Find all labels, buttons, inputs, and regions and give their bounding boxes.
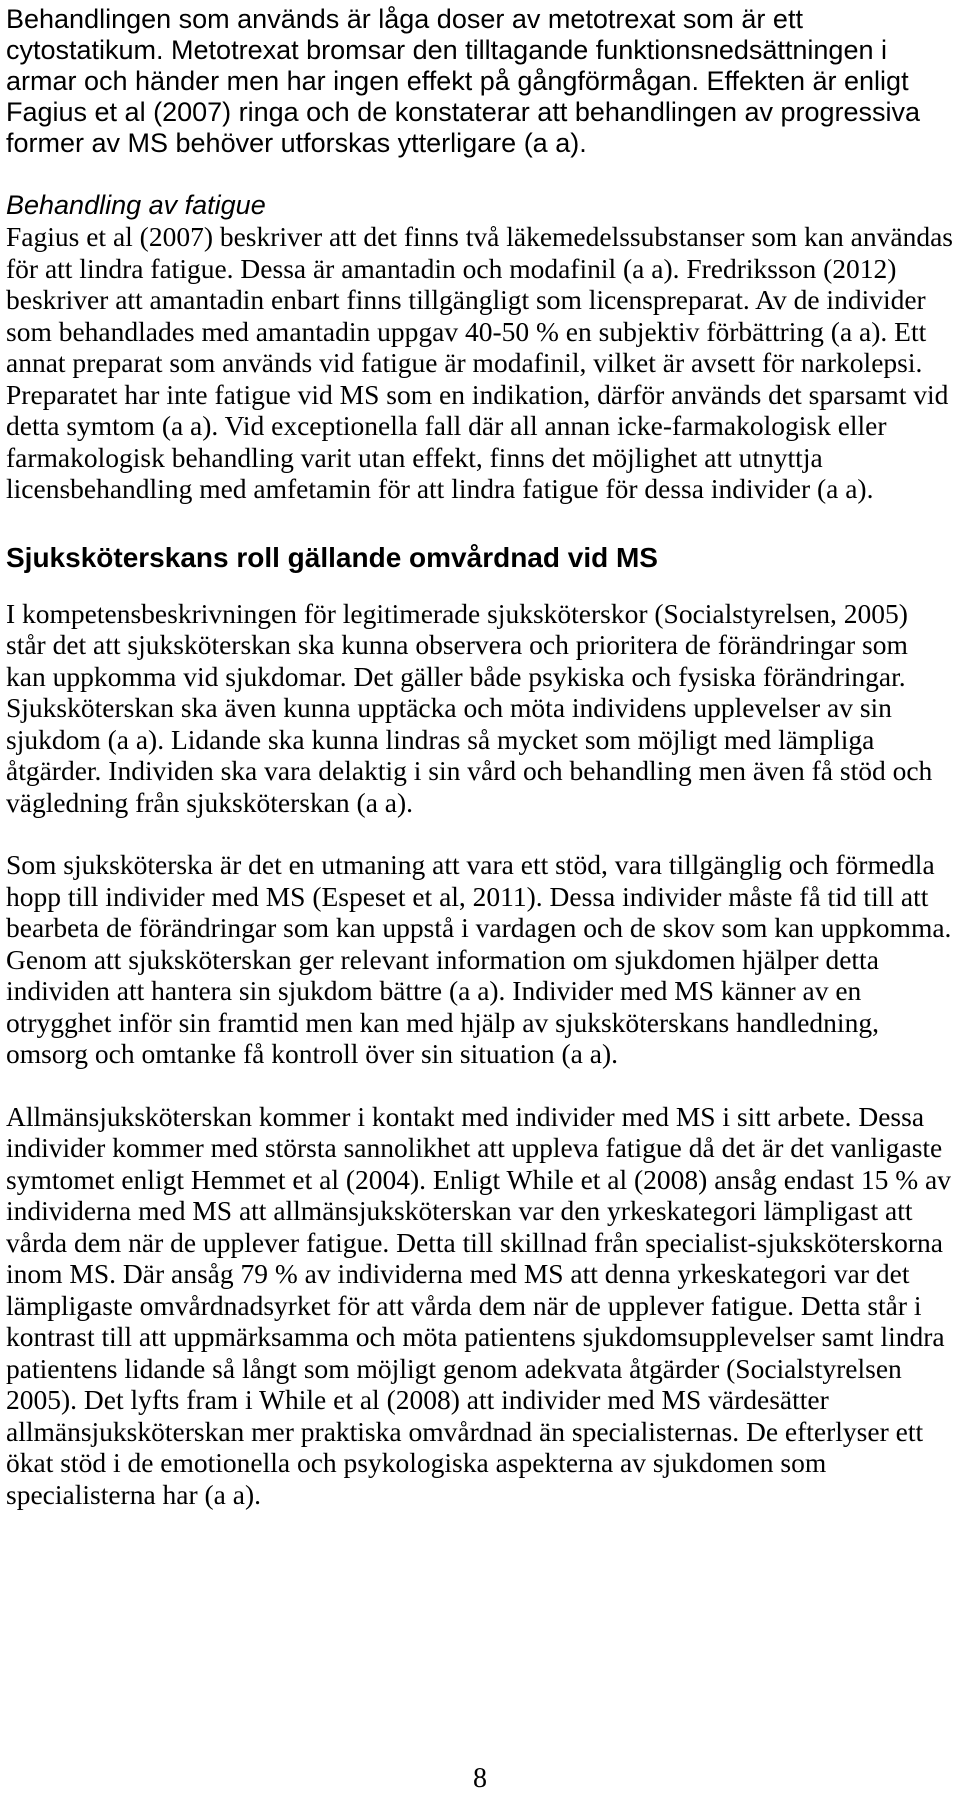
document-page [6,4,954,1510]
page-number: 8 [473,1763,487,1794]
fatigue-paragraph: Fagius et al (2007) beskriver att det finns två läkemedelssubstanser som kan användas för att lindra fatigue. Dessa är amantadin och modafinil (a a). Fredriksson (2012) beskriver att amantadin enbart finns tillgängligt som licenspreparat. Av de individer som behandlades med amantadin uppgav 40-50 % en subjektiv förbättring (a a). Ett annat preparat som används vid fatigue är modafinil, vilket är avsett för narkolepsi. Preparatet har inte fatigue vid MS som en indikation, därför används det sparsamt vid detta symtom (a a). Vid exceptionella fall där all annan icke-farmakologisk eller farmakologisk behandling varit utan effekt, finns det möjlighet att utnyttja licensbehandling med amfetamin för att lindra fatigue för dessa individer (a a). [6,221,953,504]
nursing-paragraph-3: Allmänsjuksköterskan kommer i kontakt med individer med MS i sitt arbete. Dessa individer kommer med största sannolikhet att uppleva fatigue då det är det vanligaste symtomet enligt Hemmet et al (2004). Enligt While et al (2008) ansåg endast 15 % av individerna med MS att allmänsjuksköterskan var den yrkeskategori lämpligast att vårda dem när de upplever fatigue. Detta till skillnad från specialist-sjuksköterskorna inom MS. Där ansåg 79 % av individerna med MS att denna yrkeskategori var det lämpligaste omvårdnadsyrket för att vårda dem när de upplever fatigue. Detta står i kontrast till att uppmärksamma och möta patientens sjukdomsupplevelser samt lindra patientens lidande så långt som möjligt genom adekvata åtgärder (Socialstyrelsen 2005). Det lyfts fram i While et al (2008) att individer med MS värdesätter allmänsjuksköterskan mer praktiska omvårdnad än specialisternas. De efterlyser ett ökat stöd i de emotionella och psykologiska aspekterna av sjukdomen som specialisterna har (a a). [6,1100,951,1510]
nursing-paragraph-1: I kompetensbeskrivningen för legitimerade sjuksköterskor (Socialstyrelsen, 2005) står det att sjuksköterskan ska kunna observera och prioritera de förändringar som kan uppkomma vid sjukdomar. Det gäller både psykiska och fysiska förändringar. Sjuksköterskan ska även kunna upptäcka och möta individens upplevelser av sin sjukdom (a a). Lidande ska kunna lindras så mycket som möjligt med lämpliga åtgärder. Individen ska vara delaktig i sin vård och behandling men även få stöd och vägledning från sjuksköterskan (a a). [6,597,933,818]
intro-paragraph: Behandlingen som används är låga doser av metotrexat som är ett cytostatikum. Metotrexat bromsar den tilltagande funktionsnedsättningen i armar och händer men har ingen effekt på gångförmågan. Effekten är enligt Fagius et al (2007) ringa och de konstaterar att behandlingen av progressiva former av MS behöver utforskas ytterligare (a a). [6,4,921,158]
nursing-role-heading: Sjuksköterskans roll gällande omvårdnad vid MS [6,541,658,573]
fatigue-subheading: Behandling av fatigue [6,190,266,220]
nursing-paragraph-2: Som sjuksköterska är det en utmaning att vara ett stöd, vara tillgänglig och förmedla hopp till individer med MS (Espeset et al, 2011). Dessa individer måste få tid till att bearbeta de förändringar som kan uppstå i vardagen och de skov som kan uppkomma. Genom att sjuksköterskan ger relevant information om sjukdomen hjälper detta individen att hantera sin sjukdom bättre (a a). Individer med MS känner av en otrygghet inför sin framtid men kan med hjälp av sjuksköterskans handledning, omsorg och omtanke få kontroll över sin situation (a a). [6,849,952,1070]
